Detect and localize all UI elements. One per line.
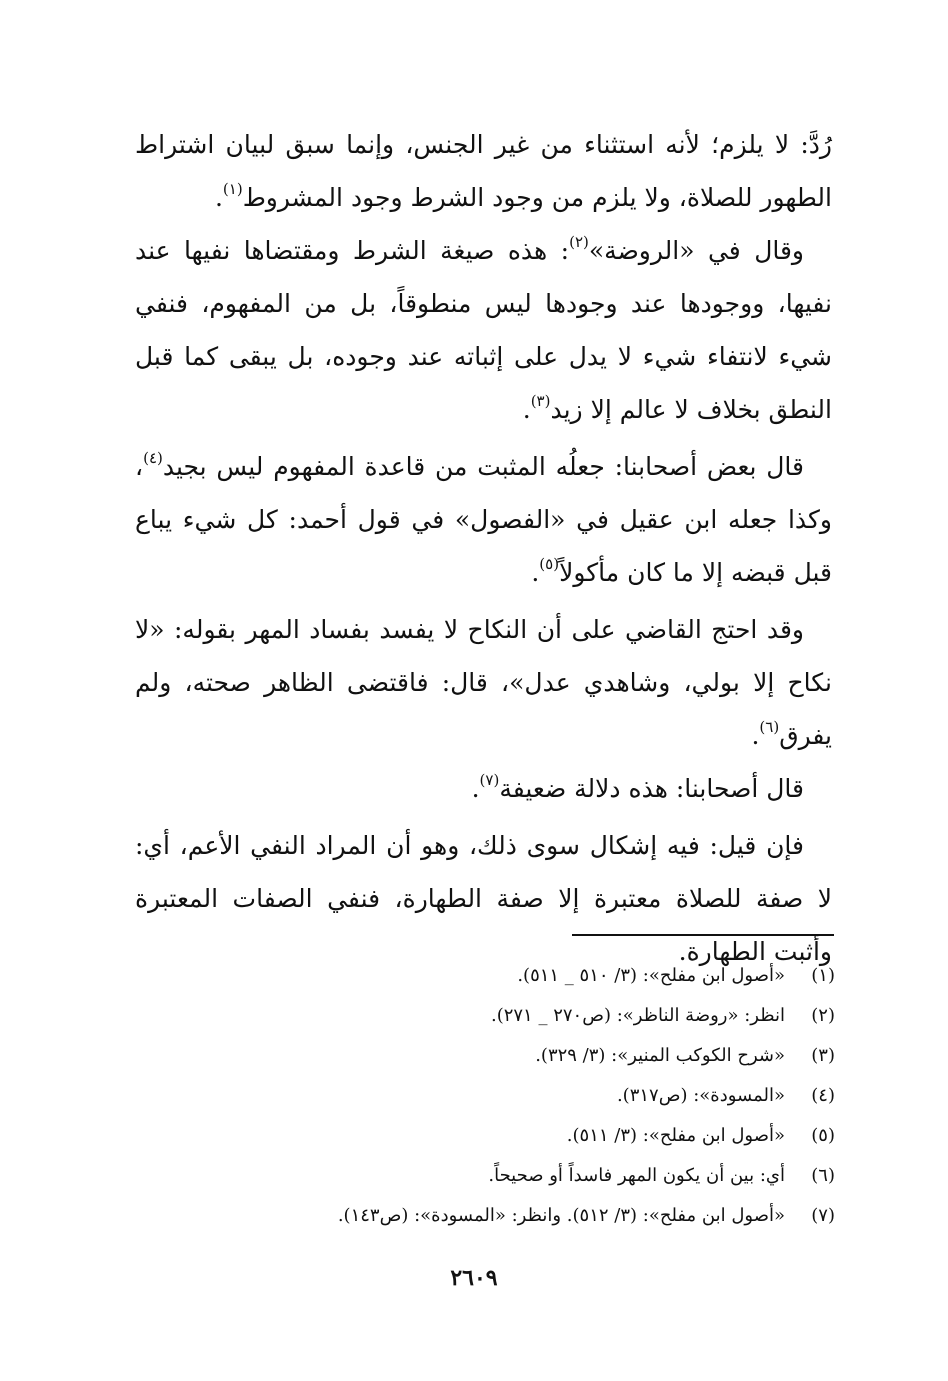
paragraph-tail: . <box>471 774 480 803</box>
footnote-ref[interactable]: (٥) <box>539 555 560 573</box>
paragraph-tail: . <box>522 395 531 424</box>
paragraph-text: رُدَّ: لا يلزم؛ لأنه استثناء من غير الجنس، وإنما سبق لبيان اشتراط الطهور للصلاة، ولا يلزم من وجود الشرط وجود المشروط <box>135 130 832 212</box>
paragraph-text: قال أصحابنا: هذه دلالة ضعيفة <box>499 774 804 803</box>
paragraph-tail: . <box>214 183 223 212</box>
footnote-number: (١) <box>811 965 835 986</box>
footnote-text: «أصول ابن مفلح»: (٣/ ٥١٢). وانظر: «المسودة»: (ص١٤٣). <box>337 1205 785 1226</box>
paragraph-6 <box>135 819 832 978</box>
footnote-text: «شرح الكوكب المنير»: (٣/ ٣٢٩). <box>535 1045 785 1066</box>
footnote-text: «المسودة»: (ص٣١٧). <box>616 1085 785 1106</box>
footnote-number: (٧) <box>811 1205 835 1226</box>
paragraph-text: قال بعض أصحابنا: جعلُه المثبت من قاعدة المفهوم ليس بجيد <box>162 452 804 481</box>
paragraph-tail: . <box>531 558 540 587</box>
footnote-ref[interactable]: (٧) <box>479 771 500 789</box>
page-number: ٢٦٠٩ <box>450 1265 498 1291</box>
paragraph-text: فإن قيل: فيه إشكال سوى ذلك، وهو أن المراد النفي الأعم، أي: لا صفة للصلاة معتبرة إلا صفة الطهارة، فنفي الصفات المعتبرة وأثبت الطهارة. <box>135 831 832 966</box>
footnote-1 <box>135 956 835 996</box>
footnote-number: (٣) <box>811 1045 835 1066</box>
footnote-number: (٦) <box>811 1165 835 1186</box>
footnote-ref[interactable]: (٣) <box>530 392 551 410</box>
paragraph-5 <box>135 762 832 815</box>
paragraph-text: : هذه صيغة الشرط ومقتضاها نفيها عند نفيها، ووجودها عند وجودها ليس منطوقاً، بل من المفهوم، فنفي شيء لانتفاء شيء لا يدل على إثباته عند وجوده، بل يبقى كما قبل النطق بخلاف لا عالم إلا زيد <box>135 236 832 424</box>
footnote-5 <box>135 1116 835 1156</box>
paragraph-text: وقال في «الروضة» <box>588 236 804 265</box>
paragraph-1 <box>135 118 832 224</box>
footnote-number: (٥) <box>811 1125 835 1146</box>
paragraph-tail: . <box>751 721 760 750</box>
footnote-text: «أصول ابن مفلح»: (٣/ ٥١٠ _ ٥١١). <box>517 965 785 986</box>
footnote-divider <box>572 934 834 936</box>
paragraph-3 <box>135 440 832 599</box>
footnote-ref[interactable]: (٤) <box>143 449 163 467</box>
footnote-3 <box>135 1036 835 1076</box>
footnote-number: (٤) <box>811 1085 835 1106</box>
paragraph-text: ، وكذا جعله ابن عقيل في «الفصول» في قول أحمد: كل شيء يباع قبل قبضه إلا ما كان مأكولاً <box>135 452 832 587</box>
footnote-ref[interactable]: (٦) <box>759 718 780 736</box>
footnote-number: (٢) <box>811 1005 835 1026</box>
footnote-text: انظر: «روضة الناظر»: (ص٢٧٠ _ ٢٧١). <box>490 1005 785 1026</box>
footnote-4 <box>135 1076 835 1116</box>
paragraph-2 <box>135 224 832 436</box>
footnote-text: «أصول ابن مفلح»: (٣/ ٥١١). <box>566 1125 785 1146</box>
paragraph-text: وقد احتج القاضي على أن النكاح لا يفسد بفساد المهر بقوله: «لا نكاح إلا بولي، وشاهدي عدل»، قال: فاقتضى الظاهر صحته، ولم يفرق <box>135 615 832 750</box>
footnote-6 <box>135 1156 835 1196</box>
footnote-ref[interactable]: (١) <box>222 180 243 198</box>
footnotes <box>135 956 835 1236</box>
main-text <box>135 118 832 978</box>
paragraph-4 <box>135 603 832 762</box>
footnote-ref[interactable]: (٢) <box>569 233 589 251</box>
footnote-7 <box>135 1196 835 1236</box>
footnote-2 <box>135 996 835 1036</box>
footnote-text: أي: بين أن يكون المهر فاسداً أو صحيحاً. <box>488 1165 785 1186</box>
